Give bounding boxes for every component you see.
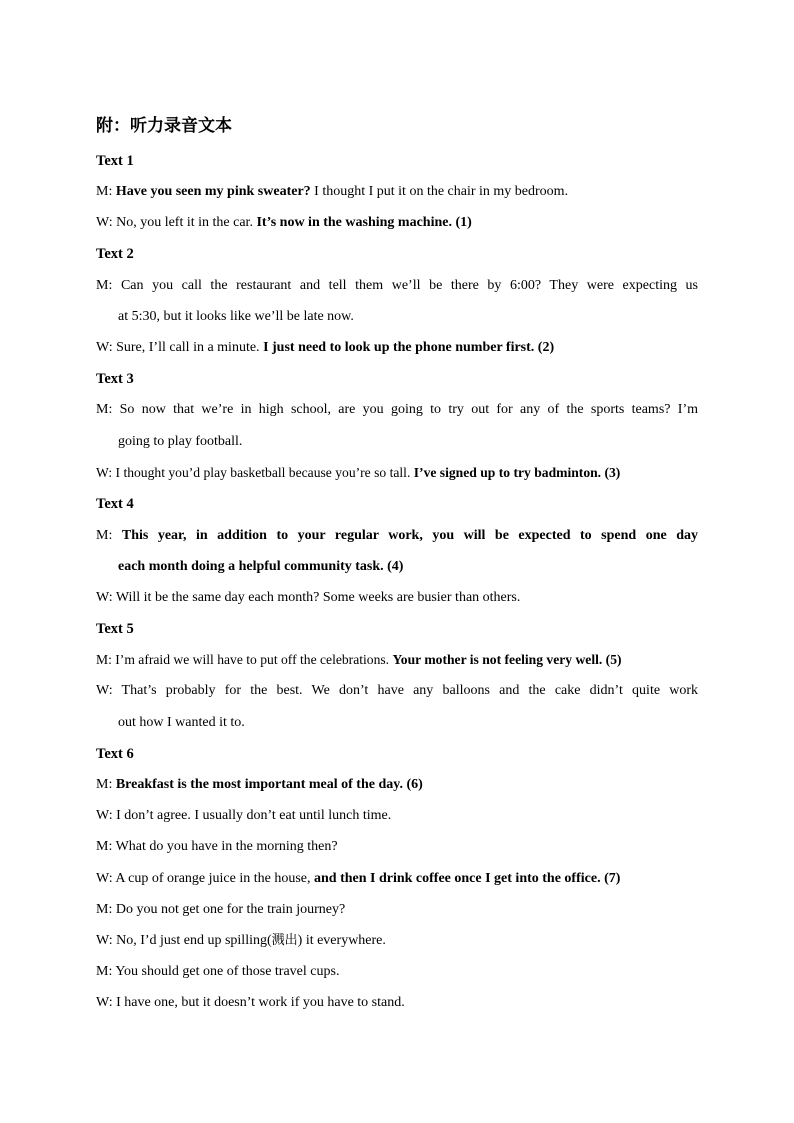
dialogue-line-continuation: out how I wanted it to.: [118, 715, 245, 730]
line-text-bold: I just need to look up the phone number first. (2): [263, 340, 555, 355]
line-text-bold: Have you seen my pink sweater?: [115, 184, 311, 199]
speaker-label: W:: [96, 995, 113, 1010]
line-text-bold: This year, in addition to your regular work, you will be expected to spend one day: [121, 528, 698, 543]
chinese-gloss: 溅出: [271, 933, 298, 948]
speaker-label: W:: [96, 215, 113, 230]
dialogue-line-continuation: at 5:30, but it looks like we’ll be late now.: [118, 309, 354, 324]
line-text: I thought you’d play basketball because you’re so tall.: [115, 465, 414, 480]
text-heading: Text 4: [96, 496, 134, 512]
line-text: Will it be the same day each month? Some weeks are busier than others.: [115, 590, 521, 605]
dialogue-line: [96, 526, 698, 546]
dialogue-line: [96, 276, 698, 296]
text-heading: Text 3: [96, 371, 134, 387]
line-text: ) it everywhere.: [297, 933, 386, 948]
dialogue-line: [96, 962, 339, 982]
dialogue-line: [96, 338, 554, 358]
speaker-label: W:: [96, 933, 113, 948]
dialogue-line: [96, 182, 568, 202]
line-text-bold: It’s now in the washing machine. (1): [256, 215, 472, 230]
line-text: You should get one of those travel cups.: [115, 964, 340, 979]
dialogue-line: [96, 400, 698, 420]
line-text: A cup of orange juice in the house,: [115, 871, 314, 886]
dialogue-line: [96, 775, 423, 795]
dialogue-line: [96, 213, 472, 233]
dialogue-line-continuation: each month doing a helpful community task. (4): [118, 559, 404, 574]
speaker-label: W:: [96, 683, 113, 698]
line-text: Do you not get one for the train journey?: [115, 902, 346, 917]
speaker-label: M:: [96, 402, 113, 417]
speaker-label: W:: [96, 590, 113, 605]
dialogue-line: [96, 806, 391, 826]
line-text-bold: Your mother is not feeling very well. (5): [392, 652, 622, 667]
dialogue-line: [96, 993, 405, 1013]
dialogue-line: [96, 869, 620, 889]
line-text: No, you left it in the car.: [116, 215, 257, 230]
text-heading: Text 5: [96, 621, 134, 637]
speaker-label: M:: [96, 278, 113, 293]
speaker-label: M:: [96, 528, 113, 543]
dialogue-line: [96, 681, 698, 701]
text-heading: Text 2: [96, 246, 134, 262]
dialogue-line: [96, 837, 338, 857]
dialogue-line: [96, 650, 622, 670]
dialogue-line: [96, 931, 386, 951]
text-heading: Text 1: [96, 153, 134, 169]
line-text: Sure, I’ll call in a minute.: [116, 340, 264, 355]
line-text: I don’t agree. I usually don’t eat until lunch time.: [116, 808, 392, 823]
speaker-label: M:: [96, 902, 113, 917]
line-text: No, I’d just end up spilling(: [116, 933, 272, 948]
speaker-label: W:: [96, 465, 113, 480]
dialogue-line: [96, 900, 345, 920]
line-text-bold: and then I drink coffee once I get into the office. (7): [314, 871, 621, 886]
line-text: So now that we’re in high school, are you going to try out for any of the sports teams? I’m: [119, 402, 698, 417]
dialogue-line: [96, 463, 620, 483]
page-title: 附：听力录音文本: [96, 116, 232, 136]
text-heading: Text 6: [96, 746, 134, 762]
line-text: That’s probably for the best. We don’t have any balloons and the cake didn’t quite work: [121, 683, 699, 698]
line-text: Can you call the restaurant and tell them we’ll be there by 6:00? They were expecting us: [120, 278, 699, 293]
speaker-label: M:: [96, 652, 112, 667]
dialogue-line: [96, 588, 520, 608]
speaker-label: M:: [96, 839, 113, 854]
line-text: I’m afraid we will have to put off the celebrations.: [115, 652, 393, 667]
speaker-label: M:: [96, 777, 113, 792]
line-text: I have one, but it doesn’t work if you have to stand.: [116, 995, 405, 1010]
speaker-label: W:: [96, 340, 113, 355]
line-text-bold: I’ve signed up to try badminton. (3): [413, 465, 621, 480]
line-text-bold: Breakfast is the most important meal of the day. (6): [115, 777, 423, 792]
line-text: I thought I put it on the chair in my bedroom.: [310, 184, 569, 199]
speaker-label: M:: [96, 964, 113, 979]
speaker-label: W:: [96, 871, 113, 886]
line-text: What do you have in the morning then?: [115, 839, 338, 854]
speaker-label: W:: [96, 808, 113, 823]
speaker-label: M:: [96, 184, 113, 199]
dialogue-line-continuation: going to play football.: [118, 434, 243, 449]
